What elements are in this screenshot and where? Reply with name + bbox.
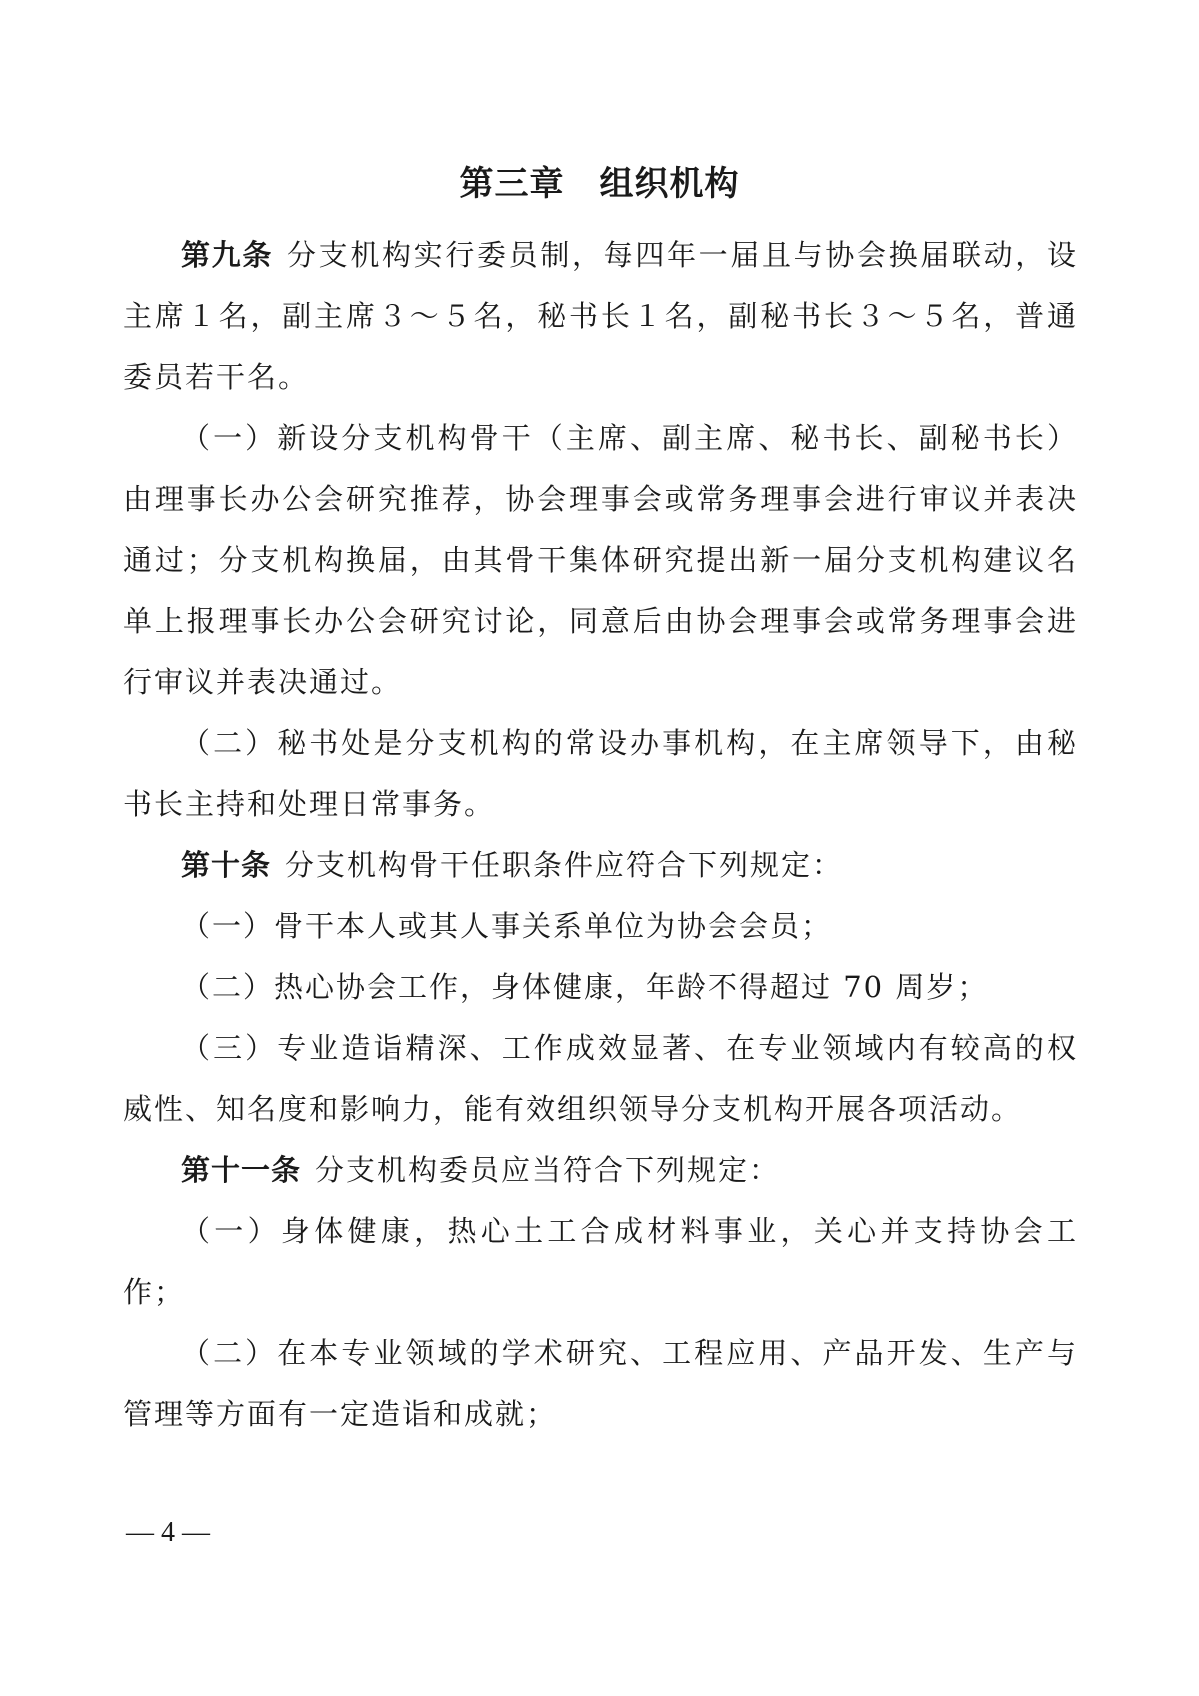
chapter-title: 第三章 组织机构 bbox=[459, 164, 740, 204]
paragraph-article-10 bbox=[123, 835, 1078, 896]
body-text bbox=[123, 225, 1078, 1445]
paragraph-item bbox=[123, 957, 1078, 1018]
paragraph-text: （一）身体健康，热心土工合成材料事业，关心并支持协会工作； bbox=[123, 1214, 1078, 1309]
paragraph-text: （二）热心协会工作，身体健康，年龄不得超过 70 周岁； bbox=[181, 970, 989, 1004]
paragraph-text: （一）新设分支机构骨干（主席、副主席、秘书长、副秘书长）由理事长办公会研究推荐，协会理事会或常务理事会进行审议并表决通过；分支机构换届，由其骨干集体研究提出新一届分支机构建议名单上报理事长办公会研究讨论，同意后由协会理事会或常务理事会进行审议并表决通过。 bbox=[123, 421, 1078, 699]
paragraph-item bbox=[123, 1018, 1078, 1140]
paragraph-article-9 bbox=[123, 225, 1078, 408]
paragraph-text: 分支机构实行委员制，每四年一届且与协会换届联动，设主席１名，副主席３～５名，秘书长１名，副秘书长３～５名，普通委员若干名。 bbox=[123, 238, 1078, 394]
paragraph-item bbox=[123, 896, 1078, 957]
article-label: 第九条 bbox=[181, 238, 273, 272]
paragraph-text: （二）秘书处是分支机构的常设办事机构，在主席领导下，由秘书长主持和处理日常事务。 bbox=[123, 726, 1078, 821]
article-label: 第十条 bbox=[181, 848, 272, 882]
paragraph-item bbox=[123, 713, 1078, 835]
paragraph-item bbox=[123, 1323, 1078, 1445]
paragraph-article-11 bbox=[123, 1140, 1078, 1201]
article-label: 第十一条 bbox=[181, 1153, 302, 1187]
paragraph-text: （三）专业造诣精深、工作成效显著、在专业领域内有较高的权威性、知名度和影响力，能有效组织领导分支机构开展各项活动。 bbox=[123, 1031, 1078, 1126]
page-number: — 4 — bbox=[126, 1517, 210, 1548]
paragraph-text: （二）在本专业领域的学术研究、工程应用、产品开发、生产与管理等方面有一定造诣和成就； bbox=[123, 1336, 1078, 1431]
paragraph-text: 分支机构骨干任职条件应符合下列规定： bbox=[285, 848, 844, 882]
paragraph-item bbox=[123, 408, 1078, 713]
paragraph-text: （一）骨干本人或其人事关系单位为协会会员； bbox=[181, 909, 833, 943]
paragraph-item bbox=[123, 1201, 1078, 1323]
paragraph-text: 分支机构委员应当符合下列规定： bbox=[315, 1153, 781, 1187]
